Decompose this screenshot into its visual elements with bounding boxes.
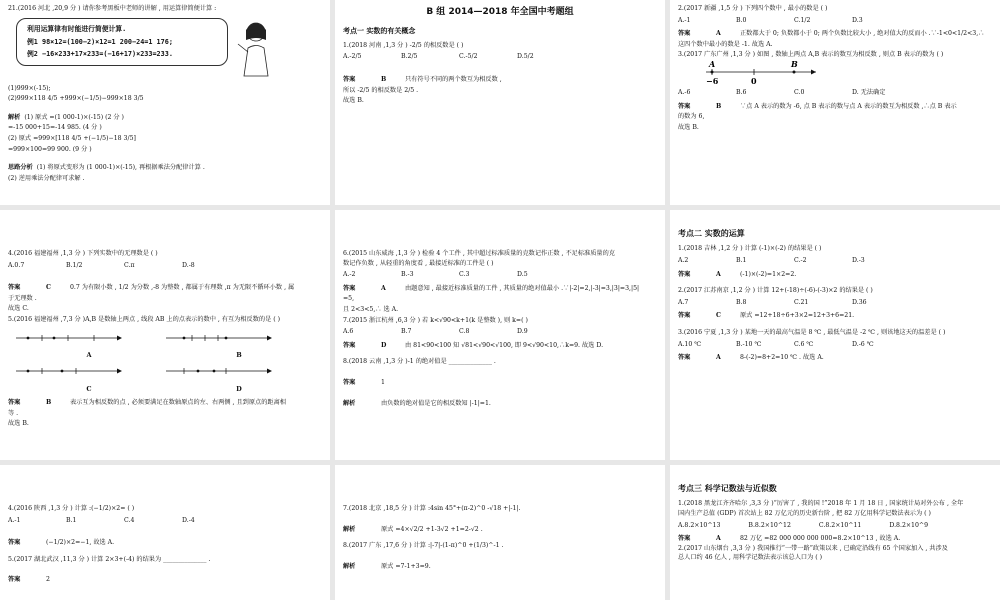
answer-text: 1: [381, 379, 385, 387]
point-a-label: A: [709, 60, 716, 70]
answer-text: =5,: [343, 295, 355, 303]
analysis-row: [343, 562, 657, 572]
point-b-label: B: [791, 60, 798, 70]
sub-question-2: (2)999×118 4/5 +999×(−1/5)−999×18 3/5: [8, 95, 144, 103]
option-c: C.21: [794, 298, 809, 306]
answer-row: [678, 29, 992, 39]
question-7: 7.(2018 北京 ,18,5 分 ) 计算 :4sin 45°+(π-2)^0 -√18 +|-1|.: [343, 505, 521, 512]
options: [678, 256, 992, 266]
answer-row: [8, 538, 322, 548]
question-21: 21.(2016 河北 ,20,9 分 ) 请你参考黑板中老师的讲解 , 用运算律简便计算 :: [8, 5, 217, 12]
option-a: A.8.2×10^13: [678, 521, 721, 529]
option-b: B.6: [736, 89, 747, 97]
option-c: C.6 ℃: [794, 340, 814, 348]
analysis-label: 解析: [343, 562, 356, 570]
option-b: B.8: [736, 298, 747, 306]
number-line-options: [14, 329, 322, 394]
analysis-text: 由负数的绝对值是它的相反数知 |-1|=1.: [381, 399, 491, 407]
option-a: A.10 ℃: [678, 340, 702, 348]
answer-row: [678, 311, 992, 321]
answer-label: 答案: [678, 270, 691, 278]
option-b: B.8.2×10^12: [748, 521, 791, 529]
analysis-line: =-15 000+15=-14 985. (4 分 ): [8, 124, 102, 132]
teacher-explanation: [16, 18, 322, 78]
slide-card-2[interactable]: [335, 0, 665, 205]
analysis-row: [343, 399, 657, 409]
answer-row: [8, 398, 322, 408]
option-d: D.-6 ℃: [852, 340, 874, 348]
figure-caption: A: [86, 351, 92, 360]
option-d: D.9: [517, 328, 528, 336]
slide-card-4[interactable]: [0, 210, 330, 460]
option-b: B.1/2: [66, 261, 83, 269]
page-title: B 组 2014—2018 年全国中考题组: [426, 7, 574, 17]
answer-row: [343, 378, 657, 388]
answer-label: 答案: [678, 354, 691, 362]
reasoning-label: 思路分析: [8, 164, 33, 172]
bubble-line: 例1 98×12=(100−2)×12=1 200−24=1 176;: [27, 37, 173, 46]
figure-caption: C: [86, 384, 92, 393]
answer-row: [343, 284, 657, 294]
question-3: 3.(2017 广东广州 ,1,3 分 ) 如图 , 数轴上两点 A,B 表示的数互为相反数 , 则点 B 表示的数为 ( ): [678, 51, 944, 59]
answer-letter: A: [716, 30, 721, 38]
tick-label: −6: [706, 76, 719, 87]
tick-label: 0: [751, 76, 757, 87]
question-8: 8.(2017 广东 ,17,6 分 ) 计算 :|-7|-(1-π)^0 +(1/3)^-1 .: [343, 542, 504, 550]
answer-label: 答案: [8, 284, 21, 292]
option-b: B.7: [401, 328, 412, 336]
option-a: A.6: [343, 328, 354, 336]
answer-text: 只有符号不同的两个数互为相反数 ,: [405, 76, 502, 83]
answer-row: [678, 534, 992, 544]
options: [678, 340, 992, 350]
option-c: C.1/2: [794, 16, 811, 24]
options: [343, 327, 657, 337]
figure-caption: B: [236, 351, 242, 360]
question-1: 1.(2018 吉林 ,1,2 分 ) 计算 (-1)×(-2) 的结果是 ( ): [678, 245, 822, 253]
option-b: B.2/5: [401, 53, 418, 61]
section-heading: 考点二 实数的运算: [678, 229, 745, 238]
option-d: D.5: [517, 271, 528, 279]
option-b: B.-3: [401, 271, 414, 279]
option-c: C.-2: [794, 257, 807, 264]
number-line: [164, 362, 274, 380]
answer-text: 故选 B.: [8, 420, 29, 428]
question-1-cont: 国内生产总值 (GDP) 首次站上 82 万亿元的历史新台阶 , 把 82 万亿用科学记数法表示为 ( ): [678, 510, 931, 517]
options: [8, 261, 322, 271]
number-line-option-b: [164, 329, 314, 361]
section-heading: 考点三 科学记数法与近似数: [678, 484, 777, 493]
options: [343, 270, 657, 280]
number-line-figure: [678, 60, 992, 86]
option-a: A.-6: [678, 89, 691, 97]
question-6-cont: 数记作负数 , 从轻重的角度看 , 最接近标准的工件是 ( ): [343, 259, 494, 267]
options: [678, 298, 992, 308]
analysis-line: (2) 原式 =999×[118 4/5 +(−1/5)−18 3/5]: [8, 135, 136, 143]
answer-label: 答案: [8, 539, 21, 547]
answer-text: 由 81<90<100 知 √81<√90<√100, 即 9<√90<10,∴k=9. 故选 D.: [405, 341, 604, 349]
answer-text: 且 2<3<5,∴ 选 A.: [343, 306, 399, 314]
answer-letter: B: [716, 102, 722, 110]
answer-label: 答案: [343, 379, 356, 387]
question-7: 7.(2015 浙江杭州 ,6,3 分 ) 若 k<√90<k+1(k 是整数 ), 则 k=( ): [343, 316, 528, 324]
question-5: 5.(2017 湖北武汉 ,11,3 分 ) 计算 2×3+(-4) 的结果为 ______________ .: [8, 555, 211, 563]
answer-text: 等 .: [8, 409, 19, 417]
option-d: D.-4: [182, 516, 195, 524]
answer-text: ∵点 A 表示的数为 -6, 点 B 表示的数与点 A 表示的数互为相反数 ,∴点 B 表示: [740, 102, 957, 110]
answer-text: 由题意知 , 最接近标准质量的工件 , 其质量的绝对值最小 .∵|-2|=2,|-3|=3,|3|=3,|5|: [405, 284, 640, 292]
answer-letter: A: [381, 284, 386, 292]
slide-card-1[interactable]: [0, 0, 330, 205]
number-line: [14, 362, 124, 380]
bubble-line: 例2 −16×233+17×233=(−16+17)×233=233.: [27, 50, 173, 59]
answer-text: 故选 C.: [8, 305, 29, 313]
option-c: C.8: [459, 328, 470, 336]
question-5: 5.(2016 福建福州 ,7,3 分 )A,B 是数轴上两点 , 线段 AB 上的点表示的数中 , 有互为相反数的是 ( ): [8, 316, 281, 324]
answer-label: 答案: [343, 284, 356, 292]
option-b: B.1: [66, 516, 77, 524]
answer-label: 答案: [8, 576, 21, 584]
answer-label: 答案: [343, 341, 356, 349]
number-line-option-d: [164, 362, 314, 394]
number-line-option-a: [14, 329, 164, 361]
reasoning-line: (1) 将原式变形为 (1 000-1)×(-15), 再根据乘法分配律计算 .: [36, 164, 205, 172]
option-a: A.-1: [8, 516, 21, 524]
analysis-row: [343, 525, 657, 535]
option-d: D.5/2: [517, 53, 534, 61]
option-c: C.π: [124, 261, 135, 269]
question-8: 8.(2018 云南 ,1,3 分 )-1 的绝对值是 ______________ .: [343, 358, 496, 366]
option-d: D.3: [852, 16, 863, 24]
number-line-option-c: [14, 362, 164, 394]
option-c: C.-5/2: [459, 53, 478, 61]
number-line: [164, 329, 274, 347]
option-d: D.8.2×10^9: [889, 521, 929, 529]
analysis-label: 解析: [343, 525, 356, 533]
slide-card-3[interactable]: [670, 0, 1000, 205]
option-a: A.7: [678, 298, 689, 306]
option-a: A.-1: [678, 16, 691, 24]
bubble-line: 利用运算律有时能进行简便计算.: [27, 24, 127, 33]
question-1: 1.(2018 黑龙江齐齐哈尔 ,3,3 分 )“厉害了 , 我的国 !”2018 年 1 月 18 日 , 国家统计局对外公布 , 全年: [678, 500, 964, 508]
answer-row: [678, 353, 992, 363]
options: [8, 516, 322, 526]
answer-label: 答案: [678, 535, 691, 543]
option-c: C.8.2×10^11: [818, 521, 862, 529]
question-2: 2.(2017 新疆 ,1,5 分 ) 下列四个数中 , 最小的数是 ( ): [678, 5, 828, 12]
answer-letter: A: [716, 270, 721, 278]
options: [343, 52, 657, 62]
answer-text: 所以 -2/5 的相反数是 2/5 .: [343, 86, 419, 94]
answer-label: 答案: [8, 399, 21, 406]
answer-row: [8, 283, 322, 293]
analysis-text: 原式 =7-1+3=9.: [381, 562, 431, 570]
analysis-label: 解析: [343, 399, 356, 407]
option-d: D.-8: [182, 261, 195, 269]
option-c: C.0: [794, 89, 805, 97]
option-c: C.3: [459, 271, 470, 279]
answer-text: 0.7 为有限小数 , 1/2 为分数 ,-8 为整数 , 都属于有理数 ,π 为无限不循环小数 , 属: [70, 284, 295, 292]
slide-card-6[interactable]: [670, 210, 1000, 460]
sub-question-1: (1)999×(-15);: [8, 84, 51, 92]
analysis-text: 原式 =4×√2/2 +1-3√2 +1=2-√2 .: [381, 525, 483, 533]
question-4: 4.(2016 福建福州 ,1,3 分 ) 下列实数中的无理数是 ( ): [8, 250, 158, 257]
options: [678, 521, 992, 531]
option-d: D.-3: [852, 257, 865, 264]
option-b: B.1: [736, 257, 747, 264]
teacher-illustration-icon: [234, 18, 278, 78]
answer-label: 答案: [343, 76, 356, 83]
answer-text: (−1/2)×2=−1, 故选 A.: [46, 539, 115, 547]
answer-text: 故选 B.: [343, 97, 364, 105]
answer-row: [343, 341, 657, 351]
option-c: C.4: [124, 516, 135, 524]
answer-letter: C: [716, 312, 721, 320]
answer-text: 这四个数中最小的数是 -1. 故选 A.: [678, 40, 773, 48]
question-2: 2.(2017 江苏南京 ,1,2 分 ) 计算 12+(-18)÷(-6)-(-3)×2 的结果是 ( ): [678, 287, 873, 295]
answer-text: 原式 =12+18÷6+3×2=12+3+6=21.: [740, 312, 855, 320]
question-6: 6.(2015 山东威海 ,1,3 分 ) 检验 4 个工件 , 其中超过标准质量的克数记作正数 , 不足标准质量的克: [343, 250, 615, 257]
option-d: D. 无法确定: [852, 89, 886, 97]
answer-letter: B: [381, 76, 387, 83]
answer-letter: D: [381, 341, 387, 349]
answer-text: 82 万亿 =82 000 000 000 000=8.2×10^13 , 故选 A.: [740, 535, 901, 543]
answer-text: 的数为 6,: [678, 113, 705, 121]
question-4: 4.(2016 陕西 ,1,3 分 ) 计算 :(−1/2)×2= ( ): [8, 505, 135, 512]
question-1: 1.(2018 河南 ,1,3 分 ) -2/5 的相反数是 ( ): [343, 41, 464, 49]
options: [678, 88, 992, 98]
option-d: D.36: [852, 298, 867, 306]
figure-caption: D: [236, 384, 242, 393]
slide-card-8[interactable]: [335, 465, 665, 600]
analysis-line: =999×100=99 900. (9 分 ): [8, 145, 92, 153]
answer-label: 答案: [678, 30, 691, 38]
answer-text: 8-(-2)=8+2=10 ℃ . 故选 A.: [740, 354, 824, 362]
answer-text: 故选 B.: [678, 123, 699, 131]
option-a: A.-2: [343, 271, 356, 279]
answer-text: 表示互为相反数的点 , 必须要满足在数轴原点的左、右两侧 , 且到原点的距离相: [70, 399, 286, 406]
number-line: [14, 329, 124, 347]
option-b: B.0: [736, 16, 747, 24]
question-2-cont: 总人口约 46 亿人 , 用科学记数法表示该总人口为 ( ): [678, 554, 823, 562]
option-b: B.-10 ℃: [736, 340, 762, 348]
answer-row: [678, 270, 992, 280]
analysis-label: 解析: [8, 113, 21, 121]
answer-label: 答案: [678, 312, 691, 320]
options: [678, 16, 992, 26]
answer-label: 答案: [678, 102, 691, 110]
answer-letter: B: [46, 399, 52, 406]
question-2: 2.(2017 山东烟台 ,3,3 分 ) 我国推行“一带一路”政策以来 , 已确定沿线有 65 个国家加入 , 共涉及: [678, 544, 948, 552]
number-line: [678, 60, 818, 86]
analysis-line: (1) 原式 =(1 000-1)×(-15) (2 分 ): [24, 113, 124, 121]
answer-letter: C: [46, 284, 51, 292]
option-a: A.2: [678, 257, 689, 264]
slide-card-9[interactable]: [670, 465, 1000, 600]
answer-letter: A: [716, 354, 721, 362]
answer-text: 于无理数 .: [8, 294, 37, 302]
section-heading: 考点一 实数的有关概念: [343, 26, 416, 35]
answer-row: [678, 102, 992, 112]
slide-card-7[interactable]: [0, 465, 330, 600]
slide-card-5[interactable]: [335, 210, 665, 460]
option-a: A.0.7: [8, 261, 25, 269]
answer-letter: A: [716, 535, 721, 543]
reasoning-line: (2) 逆用乘法分配律可求解 .: [8, 174, 85, 182]
speech-bubble: [16, 18, 228, 67]
answer-text: 2: [46, 576, 50, 584]
question-3: 3.(2016 宁夏 ,1,3 分 ) 某地一天的最高气温是 8 ℃ , 最低气温是 -2 ℃ , 则该地这天的温差是 ( ): [678, 329, 946, 337]
option-a: A.-2/5: [343, 53, 362, 61]
answer-text: 正数都大于 0; 负数都小于 0; 两个负数比较大小 , 绝对值大的反而小 .∵-1<0<1/2<3,∴: [740, 30, 985, 38]
answer-text: (-1)×(-2)=1×2=2.: [740, 270, 797, 278]
answer-row: [8, 575, 322, 585]
answer-row: [343, 75, 657, 85]
